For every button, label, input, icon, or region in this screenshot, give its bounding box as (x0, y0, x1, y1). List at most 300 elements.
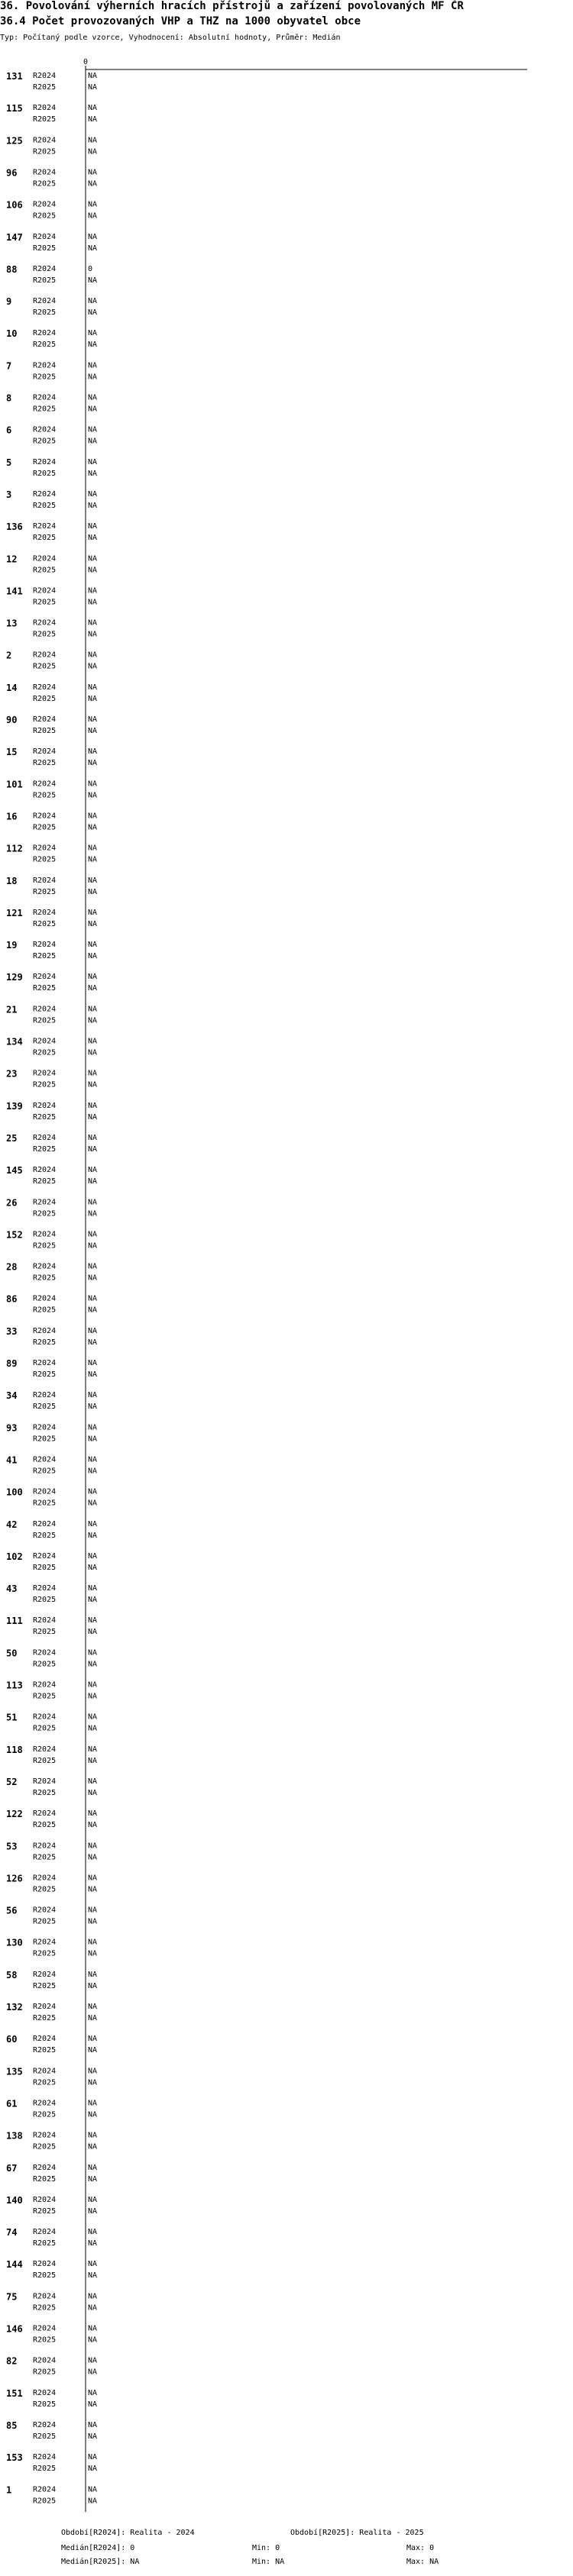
series-label: R2025 (33, 2465, 57, 2474)
data-label: NA (88, 1101, 98, 1110)
series-label: R2024 (33, 1198, 57, 1207)
series-label: R2024 (33, 72, 57, 80)
series-label: R2025 (33, 2271, 57, 2281)
chart-description: Typ: Počítaný podle vzorce, Vyhodnocení: Absolutní hodnoty, Průměr: Medián (0, 34, 341, 42)
data-label: NA (88, 115, 98, 124)
series-label: R2024 (33, 297, 57, 306)
category-label: 52 (6, 1776, 18, 1787)
series-label: R2024 (33, 1970, 57, 1979)
data-label: NA (88, 1326, 98, 1335)
series-label: R2024 (33, 1101, 57, 1110)
median-2025: Medián[R2025]: NA (61, 2558, 140, 2566)
series-label: R2024 (33, 2035, 57, 2044)
series-label: R2025 (33, 1209, 57, 1219)
data-label: NA (88, 941, 98, 950)
series-label: R2025 (33, 1403, 57, 1412)
category-label: 96 (6, 167, 18, 179)
series-label: R2025 (33, 1917, 57, 1926)
category-label: 28 (6, 1261, 18, 1273)
series-label: R2024 (33, 1874, 57, 1883)
series-label: R2025 (33, 2174, 57, 2184)
data-label: NA (88, 1005, 98, 1014)
category-label: 10 (6, 328, 18, 340)
series-label: R2025 (33, 211, 57, 221)
data-label: NA (88, 973, 98, 982)
series-label: R2024 (33, 1519, 57, 1528)
category-label: 53 (6, 1841, 18, 1852)
category-label: 135 (6, 2066, 23, 2077)
data-label: NA (88, 2195, 98, 2204)
series-label: R2025 (33, 727, 57, 735)
series-label: R2024 (33, 2388, 57, 2397)
data-label: NA (88, 2465, 98, 2474)
series-label: R2025 (33, 694, 57, 703)
series-label: R2024 (33, 329, 57, 338)
data-label: NA (88, 1403, 98, 1412)
data-label: NA (88, 1435, 98, 1444)
category-label: 19 (6, 940, 18, 951)
data-label: NA (88, 1788, 98, 1797)
data-label: NA (88, 2099, 98, 2108)
data-label: NA (88, 501, 98, 510)
series-label: R2025 (33, 1273, 57, 1283)
series-label: R2024 (33, 2003, 57, 2011)
data-label: NA (88, 1177, 98, 1186)
series-label: R2025 (33, 1563, 57, 1572)
max-2024: Max: 0 (406, 2544, 435, 2552)
series-label: R2024 (33, 812, 57, 821)
series-label: R2025 (33, 2432, 57, 2441)
x-tick-label: 0 (83, 58, 89, 66)
data-label: NA (88, 2014, 98, 2022)
category-label: 153 (6, 2452, 23, 2464)
data-label: NA (88, 457, 98, 466)
series-label: R2025 (33, 115, 57, 124)
data-label: NA (88, 329, 98, 338)
data-label: NA (88, 566, 98, 575)
data-label: NA (88, 2206, 98, 2216)
category-label: 130 (6, 1937, 23, 1948)
series-label: R2024 (33, 1712, 57, 1722)
series-label: R2025 (33, 1531, 57, 1540)
data-label: NA (88, 791, 98, 800)
category-label: 16 (6, 811, 18, 822)
series-label: R2024 (33, 1487, 57, 1496)
series-label: R2024 (33, 1745, 57, 1754)
series-label: R2024 (33, 1777, 57, 1786)
data-label: NA (88, 1853, 98, 1862)
category-label: 43 (6, 1583, 18, 1595)
data-label: NA (88, 727, 98, 735)
data-label: NA (88, 2368, 98, 2377)
series-label: R2025 (33, 2368, 57, 2377)
data-label: NA (88, 2239, 98, 2248)
data-label: NA (88, 1917, 98, 1926)
category-label: 42 (6, 1519, 18, 1530)
data-label: NA (88, 650, 98, 660)
data-label: NA (88, 1166, 98, 1175)
series-label: R2024 (33, 425, 57, 434)
data-label: NA (88, 1628, 98, 1637)
data-label: NA (88, 136, 98, 145)
series-label: R2024 (33, 1680, 57, 1690)
data-label: NA (88, 1112, 98, 1122)
category-label: 14 (6, 682, 18, 693)
data-label: NA (88, 534, 98, 543)
series-label: R2025 (33, 1435, 57, 1444)
category-label: 34 (6, 1390, 18, 1402)
category-label: 112 (6, 843, 23, 854)
data-label: NA (88, 984, 98, 993)
data-label: NA (88, 341, 98, 350)
series-label: R2024 (33, 1262, 57, 1271)
data-label: NA (88, 1938, 98, 1947)
data-label: NA (88, 1906, 98, 1915)
data-label: NA (88, 2388, 98, 2397)
category-label: 136 (6, 521, 23, 533)
data-label: NA (88, 147, 98, 157)
data-label: NA (88, 780, 98, 789)
median-2024: Medián[R2024]: 0 (61, 2544, 135, 2552)
data-label: NA (88, 908, 98, 917)
data-label: NA (88, 72, 98, 80)
data-label: NA (88, 2163, 98, 2172)
series-label: R2024 (33, 1069, 57, 1078)
category-label: 8 (6, 392, 12, 404)
data-label: NA (88, 1551, 98, 1561)
series-label: R2024 (33, 586, 57, 596)
data-label: NA (88, 2324, 98, 2333)
series-label: R2025 (33, 1788, 57, 1797)
series-label: R2025 (33, 2078, 57, 2087)
series-label: R2025 (33, 1080, 57, 1089)
series-label: R2025 (33, 1112, 57, 1122)
category-label: 138 (6, 2130, 23, 2142)
data-label: NA (88, 1487, 98, 1496)
series-label: R2025 (33, 1628, 57, 1637)
data-label: NA (88, 1596, 98, 1605)
series-label: R2024 (33, 1584, 57, 1593)
series-label: R2024 (33, 2292, 57, 2301)
category-label: 61 (6, 2098, 18, 2110)
data-label: NA (88, 1809, 98, 1819)
series-label: R2025 (33, 1370, 57, 1379)
series-label: R2024 (33, 2067, 57, 2076)
series-label: R2024 (33, 844, 57, 853)
series-label: R2025 (33, 1241, 57, 1251)
data-label: NA (88, 1391, 98, 1400)
category-label: 2 (6, 650, 12, 661)
data-label: NA (88, 1660, 98, 1669)
series-label: R2024 (33, 650, 57, 660)
category-label: 131 (6, 71, 23, 82)
category-label: 125 (6, 135, 23, 147)
category-label: 147 (6, 231, 23, 243)
series-label: R2025 (33, 2400, 57, 2409)
data-label: NA (88, 2453, 98, 2462)
series-label: R2024 (33, 1166, 57, 1175)
series-label: R2025 (33, 2110, 57, 2119)
series-label: R2025 (33, 147, 57, 157)
series-label: R2025 (33, 1724, 57, 1733)
data-label: NA (88, 2303, 98, 2313)
series-label: R2024 (33, 1391, 57, 1400)
data-label: NA (88, 2356, 98, 2365)
data-label: NA (88, 2174, 98, 2184)
category-label: 18 (6, 875, 18, 886)
category-label: 85 (6, 2419, 18, 2431)
series-label: R2024 (33, 1842, 57, 1851)
data-label: NA (88, 522, 98, 531)
data-label: NA (88, 2110, 98, 2119)
series-label: R2025 (33, 566, 57, 575)
series-label: R2024 (33, 522, 57, 531)
category-label: 146 (6, 2323, 23, 2335)
category-label: 151 (6, 2387, 23, 2399)
series-label: R2025 (33, 405, 57, 414)
data-label: NA (88, 662, 98, 671)
data-label: NA (88, 168, 98, 177)
series-label: R2024 (33, 104, 57, 113)
data-label: NA (88, 694, 98, 703)
series-label: R2024 (33, 1005, 57, 1014)
data-label: 0 (88, 264, 93, 273)
data-label: NA (88, 489, 98, 499)
series-label: R2025 (33, 437, 57, 446)
data-label: NA (88, 1680, 98, 1690)
category-label: 5 (6, 457, 12, 468)
series-label: R2024 (33, 1230, 57, 1239)
data-label: NA (88, 2432, 98, 2441)
series-label: R2025 (33, 276, 57, 285)
series-label: R2024 (33, 2420, 57, 2429)
series-label: R2024 (33, 715, 57, 724)
series-label: R2024 (33, 1938, 57, 1947)
series-label: R2024 (33, 2356, 57, 2365)
data-label: NA (88, 469, 98, 478)
data-label: NA (88, 876, 98, 885)
series-label: R2024 (33, 1906, 57, 1915)
data-label: NA (88, 2131, 98, 2140)
category-label: 141 (6, 586, 23, 597)
series-label: R2025 (33, 2206, 57, 2216)
series-label: R2024 (33, 2099, 57, 2108)
series-label: R2025 (33, 791, 57, 800)
category-label: 82 (6, 2355, 18, 2367)
data-label: NA (88, 2067, 98, 2076)
data-label: NA (88, 244, 98, 253)
series-label: R2024 (33, 264, 57, 273)
data-label: NA (88, 2046, 98, 2055)
data-label: NA (88, 425, 98, 434)
data-label: NA (88, 2485, 98, 2494)
series-label: R2025 (33, 1885, 57, 1894)
series-label: R2025 (33, 1981, 57, 1990)
series-label: R2025 (33, 1338, 57, 1347)
category-label: 12 (6, 554, 18, 565)
category-label: 89 (6, 1358, 18, 1369)
data-label: NA (88, 405, 98, 414)
series-label: R2024 (33, 232, 57, 241)
series-label: R2025 (33, 2239, 57, 2248)
category-label: 139 (6, 1100, 23, 1112)
category-label: 122 (6, 1809, 23, 1820)
series-label: R2025 (33, 1467, 57, 1476)
series-label: R2025 (33, 823, 57, 832)
series-label: R2025 (33, 1756, 57, 1765)
series-label: R2025 (33, 373, 57, 382)
data-label: NA (88, 1069, 98, 1078)
series-label: R2025 (33, 952, 57, 961)
data-label: NA (88, 1616, 98, 1625)
series-label: R2025 (33, 2497, 57, 2506)
data-label: NA (88, 200, 98, 209)
series-label: R2025 (33, 244, 57, 253)
data-label: NA (88, 2078, 98, 2087)
category-label: 6 (6, 424, 12, 436)
series-label: R2024 (33, 780, 57, 789)
series-label: R2024 (33, 2163, 57, 2172)
category-label: 129 (6, 972, 23, 983)
data-label: NA (88, 1692, 98, 1701)
category-label: 93 (6, 1422, 18, 1434)
min-2024: Min: 0 (252, 2544, 280, 2552)
data-label: NA (88, 1455, 98, 1464)
series-label: R2025 (33, 1048, 57, 1057)
data-label: NA (88, 1949, 98, 1958)
data-label: NA (88, 1519, 98, 1528)
data-label: NA (88, 1306, 98, 1315)
data-label: NA (88, 715, 98, 724)
data-label: NA (88, 630, 98, 639)
data-label: NA (88, 1563, 98, 1572)
data-label: NA (88, 747, 98, 757)
data-label: NA (88, 308, 98, 318)
series-label: R2025 (33, 2046, 57, 2055)
category-label: 60 (6, 2034, 18, 2045)
category-label: 152 (6, 1229, 23, 1241)
data-label: NA (88, 683, 98, 692)
series-label: R2025 (33, 1692, 57, 1701)
data-label: NA (88, 1724, 98, 1733)
series-label: R2025 (33, 341, 57, 350)
series-label: R2024 (33, 941, 57, 950)
series-label: R2024 (33, 1037, 57, 1046)
series-label: R2025 (33, 534, 57, 543)
data-label: NA (88, 1499, 98, 1508)
series-label: R2024 (33, 747, 57, 757)
data-label: NA (88, 759, 98, 768)
series-label: R2024 (33, 683, 57, 692)
series-label: R2025 (33, 2336, 57, 2345)
series-label: R2025 (33, 1144, 57, 1154)
data-label: NA (88, 1037, 98, 1046)
data-label: NA (88, 1756, 98, 1765)
data-label: NA (88, 1467, 98, 1476)
series-label: R2024 (33, 168, 57, 177)
data-label: NA (88, 1209, 98, 1219)
series-label: R2025 (33, 1596, 57, 1605)
series-label: R2024 (33, 489, 57, 499)
data-label: NA (88, 361, 98, 370)
category-label: 140 (6, 2194, 23, 2206)
category-label: 7 (6, 360, 12, 372)
category-label: 3 (6, 489, 12, 500)
series-label: R2024 (33, 200, 57, 209)
series-label: R2024 (33, 1423, 57, 1432)
series-label: R2024 (33, 1551, 57, 1561)
category-label: 74 (6, 2227, 18, 2239)
data-label: NA (88, 2400, 98, 2409)
data-label: NA (88, 1370, 98, 1379)
category-label: 67 (6, 2162, 18, 2174)
data-label: NA (88, 618, 98, 628)
category-label: 58 (6, 1969, 18, 1980)
series-label: R2024 (33, 136, 57, 145)
data-label: NA (88, 2336, 98, 2345)
category-label: 132 (6, 2002, 23, 2013)
data-label: NA (88, 437, 98, 446)
data-label: NA (88, 179, 98, 189)
series-label: R2024 (33, 1616, 57, 1625)
data-label: NA (88, 1981, 98, 1990)
data-label: NA (88, 297, 98, 306)
data-label: NA (88, 2035, 98, 2044)
data-label: NA (88, 855, 98, 864)
legend-period-2025: Období[R2025]: Realita - 2025 (290, 2529, 424, 2537)
category-label: 26 (6, 1197, 18, 1209)
chart-subtitle-title: 36.4 Počet provozovaných VHP a THZ na 1000 obyvatel obce (0, 15, 361, 27)
series-label: R2025 (33, 2142, 57, 2152)
data-label: NA (88, 83, 98, 92)
category-label: 90 (6, 715, 18, 725)
data-label: NA (88, 586, 98, 596)
data-label: NA (88, 2142, 98, 2152)
data-label: NA (88, 1745, 98, 1754)
data-label: NA (88, 104, 98, 113)
series-label: R2025 (33, 2303, 57, 2313)
series-label: R2024 (33, 2453, 57, 2462)
category-label: 25 (6, 1132, 18, 1144)
data-label: NA (88, 598, 98, 607)
max-2025: Max: NA (406, 2558, 439, 2566)
data-label: NA (88, 2292, 98, 2301)
series-label: R2024 (33, 1294, 57, 1303)
series-label: R2024 (33, 973, 57, 982)
series-label: R2024 (33, 1326, 57, 1335)
chart-title: 36. Povolování výherních hracích přístrojů a zařízení povolovaných MF ČR (0, 0, 464, 12)
data-label: NA (88, 919, 98, 928)
data-label: NA (88, 1198, 98, 1207)
series-label: R2024 (33, 554, 57, 563)
series-label: R2024 (33, 2131, 57, 2140)
series-label: R2025 (33, 1853, 57, 1862)
series-label: R2025 (33, 1177, 57, 1186)
data-label: NA (88, 1712, 98, 1722)
category-label: 111 (6, 1616, 23, 1627)
series-label: R2025 (33, 662, 57, 671)
data-label: NA (88, 1338, 98, 1347)
data-label: NA (88, 1648, 98, 1658)
data-label: NA (88, 2003, 98, 2011)
category-label: 144 (6, 2259, 23, 2271)
series-label: R2024 (33, 2195, 57, 2204)
data-label: NA (88, 1294, 98, 1303)
series-label: R2024 (33, 2485, 57, 2494)
data-label: NA (88, 232, 98, 241)
category-label: 41 (6, 1454, 18, 1466)
data-label: NA (88, 952, 98, 961)
